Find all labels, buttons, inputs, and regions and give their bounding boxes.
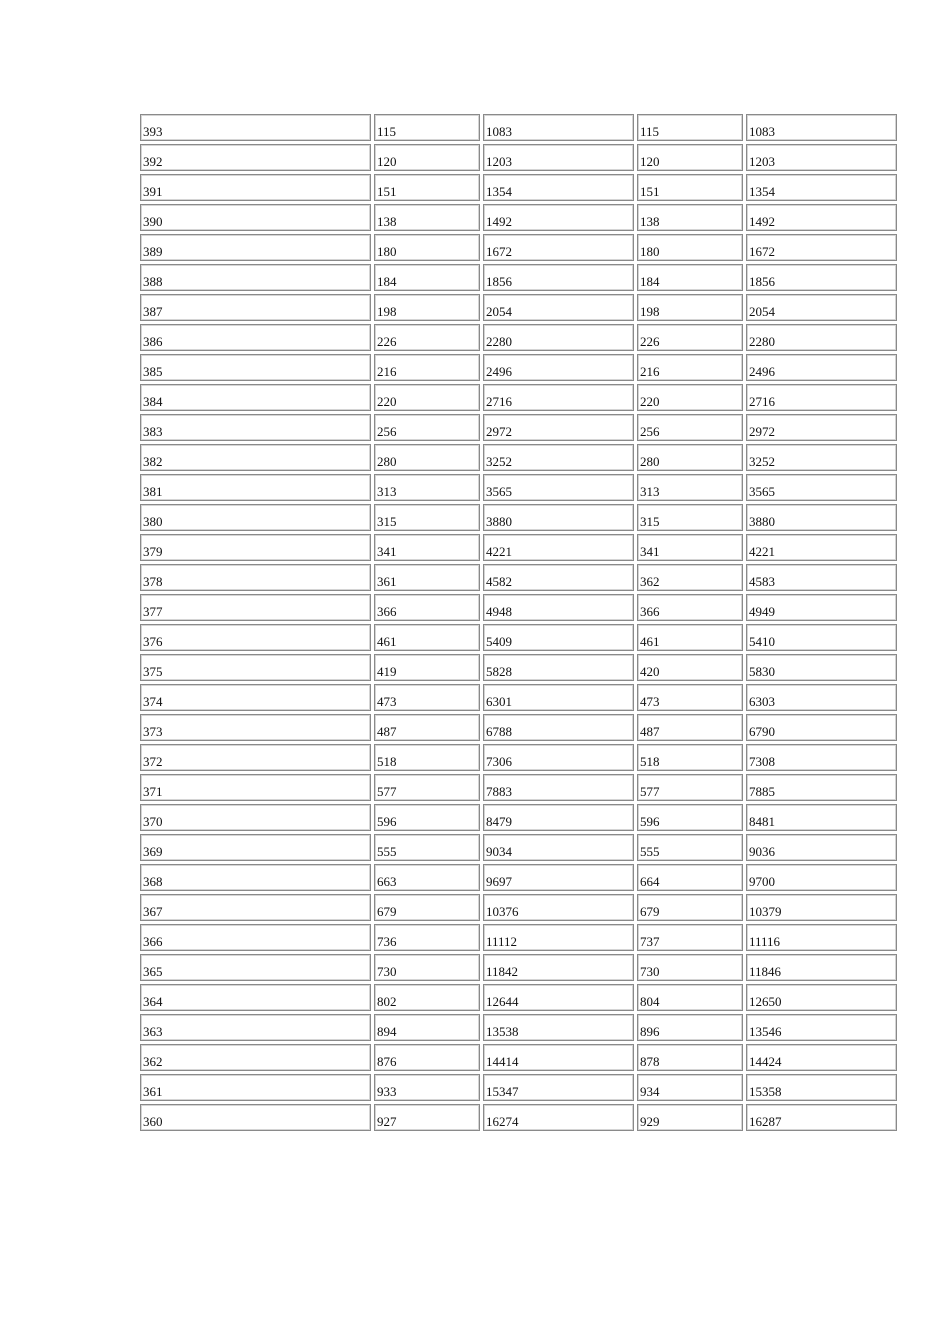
score-cell: 375 — [140, 654, 371, 681]
cumulative-a-cell: 2280 — [483, 324, 634, 351]
cumulative-b-cell: 10379 — [746, 894, 897, 921]
score-cell: 384 — [140, 384, 371, 411]
cumulative-a-cell: 4948 — [483, 594, 634, 621]
score-cell: 379 — [140, 534, 371, 561]
table-row — [140, 264, 897, 291]
count-a-cell: 894 — [374, 1014, 480, 1041]
count-b-cell: 180 — [637, 234, 743, 261]
cumulative-b-cell: 5410 — [746, 624, 897, 651]
score-cell: 390 — [140, 204, 371, 231]
count-b-cell: 473 — [637, 684, 743, 711]
table-row — [140, 624, 897, 651]
table-row — [140, 924, 897, 951]
table-row — [140, 594, 897, 621]
count-a-cell: 341 — [374, 534, 480, 561]
cumulative-b-cell: 3880 — [746, 504, 897, 531]
cumulative-b-cell: 1203 — [746, 144, 897, 171]
table-row — [140, 954, 897, 981]
count-b-cell: 804 — [637, 984, 743, 1011]
cumulative-b-cell: 13546 — [746, 1014, 897, 1041]
count-b-cell: 226 — [637, 324, 743, 351]
cumulative-a-cell: 4221 — [483, 534, 634, 561]
score-cell: 365 — [140, 954, 371, 981]
count-b-cell: 420 — [637, 654, 743, 681]
cumulative-a-cell: 2496 — [483, 354, 634, 381]
table-row — [140, 684, 897, 711]
count-a-cell: 280 — [374, 444, 480, 471]
score-cell: 374 — [140, 684, 371, 711]
table-row — [140, 744, 897, 771]
table-row — [140, 564, 897, 591]
count-b-cell: 596 — [637, 804, 743, 831]
cumulative-a-cell: 14414 — [483, 1044, 634, 1071]
table-row — [140, 234, 897, 261]
count-b-cell: 341 — [637, 534, 743, 561]
score-cell: 362 — [140, 1044, 371, 1071]
count-b-cell: 220 — [637, 384, 743, 411]
cumulative-b-cell: 14424 — [746, 1044, 897, 1071]
cumulative-b-cell: 9700 — [746, 864, 897, 891]
table-row — [140, 414, 897, 441]
score-cell: 368 — [140, 864, 371, 891]
cumulative-a-cell: 9034 — [483, 834, 634, 861]
cumulative-a-cell: 9697 — [483, 864, 634, 891]
cumulative-b-cell: 2054 — [746, 294, 897, 321]
score-cell: 361 — [140, 1074, 371, 1101]
table-row — [140, 504, 897, 531]
score-cell: 389 — [140, 234, 371, 261]
count-a-cell: 220 — [374, 384, 480, 411]
count-b-cell: 577 — [637, 774, 743, 801]
cumulative-a-cell: 5409 — [483, 624, 634, 651]
cumulative-a-cell: 7306 — [483, 744, 634, 771]
cumulative-a-cell: 3880 — [483, 504, 634, 531]
cumulative-a-cell: 5828 — [483, 654, 634, 681]
count-b-cell: 184 — [637, 264, 743, 291]
score-cell: 376 — [140, 624, 371, 651]
count-a-cell: 151 — [374, 174, 480, 201]
count-a-cell: 473 — [374, 684, 480, 711]
count-a-cell: 730 — [374, 954, 480, 981]
cumulative-b-cell: 6303 — [746, 684, 897, 711]
cumulative-b-cell: 2716 — [746, 384, 897, 411]
table-row — [140, 864, 897, 891]
count-b-cell: 518 — [637, 744, 743, 771]
count-b-cell: 878 — [637, 1044, 743, 1071]
count-a-cell: 736 — [374, 924, 480, 951]
cumulative-a-cell: 3565 — [483, 474, 634, 501]
count-a-cell: 313 — [374, 474, 480, 501]
cumulative-b-cell: 3565 — [746, 474, 897, 501]
count-b-cell: 461 — [637, 624, 743, 651]
cumulative-b-cell: 4949 — [746, 594, 897, 621]
cumulative-b-cell: 9036 — [746, 834, 897, 861]
cumulative-b-cell: 1492 — [746, 204, 897, 231]
cumulative-b-cell: 2496 — [746, 354, 897, 381]
count-a-cell: 876 — [374, 1044, 480, 1071]
score-cell: 393 — [140, 114, 371, 141]
table-row — [140, 714, 897, 741]
score-cell: 372 — [140, 744, 371, 771]
count-a-cell: 138 — [374, 204, 480, 231]
count-a-cell: 927 — [374, 1104, 480, 1131]
cumulative-a-cell: 13538 — [483, 1014, 634, 1041]
count-b-cell: 362 — [637, 564, 743, 591]
cumulative-a-cell: 2716 — [483, 384, 634, 411]
count-b-cell: 115 — [637, 114, 743, 141]
count-a-cell: 802 — [374, 984, 480, 1011]
table-row — [140, 474, 897, 501]
cumulative-b-cell: 1672 — [746, 234, 897, 261]
count-a-cell: 679 — [374, 894, 480, 921]
cumulative-b-cell: 11846 — [746, 954, 897, 981]
count-b-cell: 679 — [637, 894, 743, 921]
score-cell: 370 — [140, 804, 371, 831]
cumulative-a-cell: 4582 — [483, 564, 634, 591]
count-a-cell: 226 — [374, 324, 480, 351]
table-row — [140, 114, 897, 141]
cumulative-a-cell: 11842 — [483, 954, 634, 981]
count-b-cell: 730 — [637, 954, 743, 981]
table-row — [140, 1074, 897, 1101]
count-a-cell: 518 — [374, 744, 480, 771]
score-cell: 383 — [140, 414, 371, 441]
count-b-cell: 120 — [637, 144, 743, 171]
count-a-cell: 487 — [374, 714, 480, 741]
cumulative-b-cell: 8481 — [746, 804, 897, 831]
cumulative-a-cell: 3252 — [483, 444, 634, 471]
cumulative-a-cell: 2054 — [483, 294, 634, 321]
table-row — [140, 654, 897, 681]
count-a-cell: 256 — [374, 414, 480, 441]
score-cell: 381 — [140, 474, 371, 501]
count-b-cell: 256 — [637, 414, 743, 441]
score-cell: 371 — [140, 774, 371, 801]
cumulative-b-cell: 4583 — [746, 564, 897, 591]
cumulative-a-cell: 6301 — [483, 684, 634, 711]
count-b-cell: 929 — [637, 1104, 743, 1131]
count-b-cell: 555 — [637, 834, 743, 861]
score-cell: 382 — [140, 444, 371, 471]
cumulative-a-cell: 2972 — [483, 414, 634, 441]
cumulative-b-cell: 3252 — [746, 444, 897, 471]
cumulative-a-cell: 15347 — [483, 1074, 634, 1101]
count-a-cell: 596 — [374, 804, 480, 831]
count-b-cell: 487 — [637, 714, 743, 741]
count-a-cell: 577 — [374, 774, 480, 801]
cumulative-a-cell: 1354 — [483, 174, 634, 201]
count-b-cell: 216 — [637, 354, 743, 381]
table-row — [140, 774, 897, 801]
table-row — [140, 804, 897, 831]
count-b-cell: 366 — [637, 594, 743, 621]
cumulative-b-cell: 1856 — [746, 264, 897, 291]
cumulative-b-cell: 2280 — [746, 324, 897, 351]
count-b-cell: 313 — [637, 474, 743, 501]
table-row — [140, 1104, 897, 1131]
score-cell: 364 — [140, 984, 371, 1011]
cumulative-b-cell: 2972 — [746, 414, 897, 441]
count-b-cell: 664 — [637, 864, 743, 891]
score-table — [137, 111, 900, 1134]
count-a-cell: 184 — [374, 264, 480, 291]
count-b-cell: 280 — [637, 444, 743, 471]
cumulative-a-cell: 1672 — [483, 234, 634, 261]
table-row — [140, 1044, 897, 1071]
score-cell: 387 — [140, 294, 371, 321]
count-a-cell: 216 — [374, 354, 480, 381]
cumulative-b-cell: 7885 — [746, 774, 897, 801]
count-a-cell: 315 — [374, 504, 480, 531]
cumulative-b-cell: 16287 — [746, 1104, 897, 1131]
score-cell: 373 — [140, 714, 371, 741]
table-row — [140, 534, 897, 561]
table-row — [140, 984, 897, 1011]
cumulative-b-cell: 15358 — [746, 1074, 897, 1101]
table-row — [140, 174, 897, 201]
count-b-cell: 315 — [637, 504, 743, 531]
cumulative-a-cell: 1856 — [483, 264, 634, 291]
score-cell: 377 — [140, 594, 371, 621]
count-b-cell: 737 — [637, 924, 743, 951]
count-b-cell: 151 — [637, 174, 743, 201]
cumulative-a-cell: 1492 — [483, 204, 634, 231]
cumulative-b-cell: 12650 — [746, 984, 897, 1011]
cumulative-a-cell: 12644 — [483, 984, 634, 1011]
table-row — [140, 204, 897, 231]
count-b-cell: 198 — [637, 294, 743, 321]
cumulative-b-cell: 1083 — [746, 114, 897, 141]
count-b-cell: 934 — [637, 1074, 743, 1101]
table-row — [140, 144, 897, 171]
count-a-cell: 663 — [374, 864, 480, 891]
table-row — [140, 1014, 897, 1041]
score-cell: 369 — [140, 834, 371, 861]
cumulative-a-cell: 6788 — [483, 714, 634, 741]
count-a-cell: 419 — [374, 654, 480, 681]
table-row — [140, 834, 897, 861]
table-row — [140, 384, 897, 411]
count-b-cell: 896 — [637, 1014, 743, 1041]
cumulative-a-cell: 7883 — [483, 774, 634, 801]
score-cell: 366 — [140, 924, 371, 951]
score-cell: 385 — [140, 354, 371, 381]
table-row — [140, 354, 897, 381]
table-row — [140, 444, 897, 471]
table-row — [140, 324, 897, 351]
count-a-cell: 361 — [374, 564, 480, 591]
score-cell: 367 — [140, 894, 371, 921]
score-cell: 391 — [140, 174, 371, 201]
score-table-body — [140, 114, 897, 1131]
cumulative-b-cell: 11116 — [746, 924, 897, 951]
score-cell: 378 — [140, 564, 371, 591]
score-cell: 363 — [140, 1014, 371, 1041]
cumulative-b-cell: 1354 — [746, 174, 897, 201]
score-cell: 392 — [140, 144, 371, 171]
count-a-cell: 115 — [374, 114, 480, 141]
cumulative-a-cell: 1083 — [483, 114, 634, 141]
cumulative-b-cell: 4221 — [746, 534, 897, 561]
count-a-cell: 555 — [374, 834, 480, 861]
cumulative-a-cell: 1203 — [483, 144, 634, 171]
cumulative-a-cell: 16274 — [483, 1104, 634, 1131]
table-row — [140, 894, 897, 921]
cumulative-a-cell: 10376 — [483, 894, 634, 921]
count-a-cell: 120 — [374, 144, 480, 171]
score-cell: 386 — [140, 324, 371, 351]
cumulative-b-cell: 6790 — [746, 714, 897, 741]
cumulative-a-cell: 8479 — [483, 804, 634, 831]
table-row — [140, 294, 897, 321]
count-a-cell: 198 — [374, 294, 480, 321]
count-a-cell: 461 — [374, 624, 480, 651]
cumulative-b-cell: 7308 — [746, 744, 897, 771]
cumulative-b-cell: 5830 — [746, 654, 897, 681]
count-a-cell: 933 — [374, 1074, 480, 1101]
score-cell: 388 — [140, 264, 371, 291]
count-a-cell: 366 — [374, 594, 480, 621]
cumulative-a-cell: 11112 — [483, 924, 634, 951]
count-b-cell: 138 — [637, 204, 743, 231]
score-cell: 380 — [140, 504, 371, 531]
count-a-cell: 180 — [374, 234, 480, 261]
score-cell: 360 — [140, 1104, 371, 1131]
